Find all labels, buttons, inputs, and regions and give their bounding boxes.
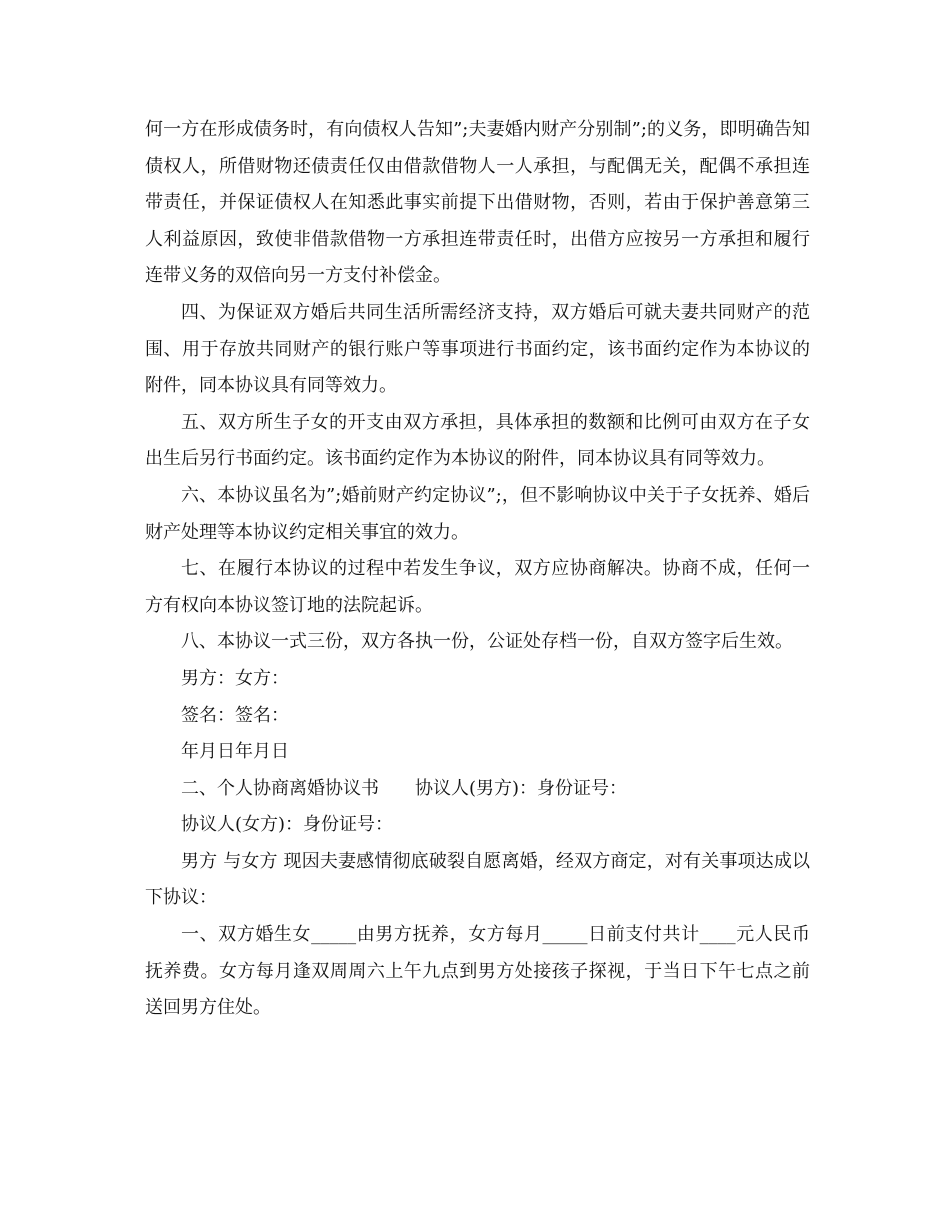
paragraph-debt-notice: 何一方在形成债务时，有向债权人告知”;夫妻婚内财产分别制”;的义务，即明确告知债权人，所借财物还债责任仅由借款借物人一人承担，与配偶无关，配偶不承担连带责任，并保证债权人在知悉此事实前提下出借财物，否则，若由于保护善意第三人利益原因，致使非借款借物一方承担连带责任时，出借方应按另一方承担和履行连带义务的双倍向另一方支付补偿金。	[145, 119, 810, 287]
paragraph-clause-8: 八、本协议一式三份，双方各执一份，公证处存档一份，自双方签字后生效。	[181, 631, 793, 653]
paragraph-divorce-intro: 男方 与女方 现因夫妻感情彻底破裂自愿离婚，经双方商定，对有关事项达成以下协议：	[145, 850, 810, 909]
signature-parties-line: 男方：女方：	[181, 667, 289, 689]
document-body	[145, 112, 810, 1027]
signature-date-line: 年月日年月日	[181, 741, 289, 763]
signature-names-line: 签名：签名：	[181, 704, 289, 726]
party-female-line: 协议人(女方)：身份证号：	[181, 814, 394, 836]
paragraph-custody-clause: 一、双方婚生女_____由男方抚养，女方每月_____日前支付共计____元人民币抚养费。女方每月逢双周周六上午九点到男方处接孩子探视，于当日下午七点之前送回男方住处。	[145, 924, 810, 1019]
paragraph-clause-6: 六、本协议虽名为”;婚前财产约定协议”;，但不影响协议中关于子女抚养、婚后财产处理等本协议约定相关事宜的效力。	[145, 484, 810, 543]
section-heading-divorce-agreement: 二、个人协商离婚协议书 协议人(男方)：身份证号：	[181, 777, 628, 799]
paragraph-clause-4: 四、为保证双方婚后共同生活所需经济支持，双方婚后可就夫妻共同财产的范围、用于存放共同财产的银行账户等事项进行书面约定，该书面约定作为本协议的附件，同本协议具有同等效力。	[145, 301, 810, 397]
paragraph-clause-7: 七、在履行本协议的过程中若发生争议，双方应协商解决。协商不成，任何一方有权向本协议签订地的法院起诉。	[145, 558, 810, 616]
paragraph-clause-5: 五、双方所生子女的开支由双方承担，具体承担的数额和比例可由双方在子女出生后另行书面约定。该书面约定作为本协议的附件，同本协议具有同等效力。	[145, 411, 810, 470]
